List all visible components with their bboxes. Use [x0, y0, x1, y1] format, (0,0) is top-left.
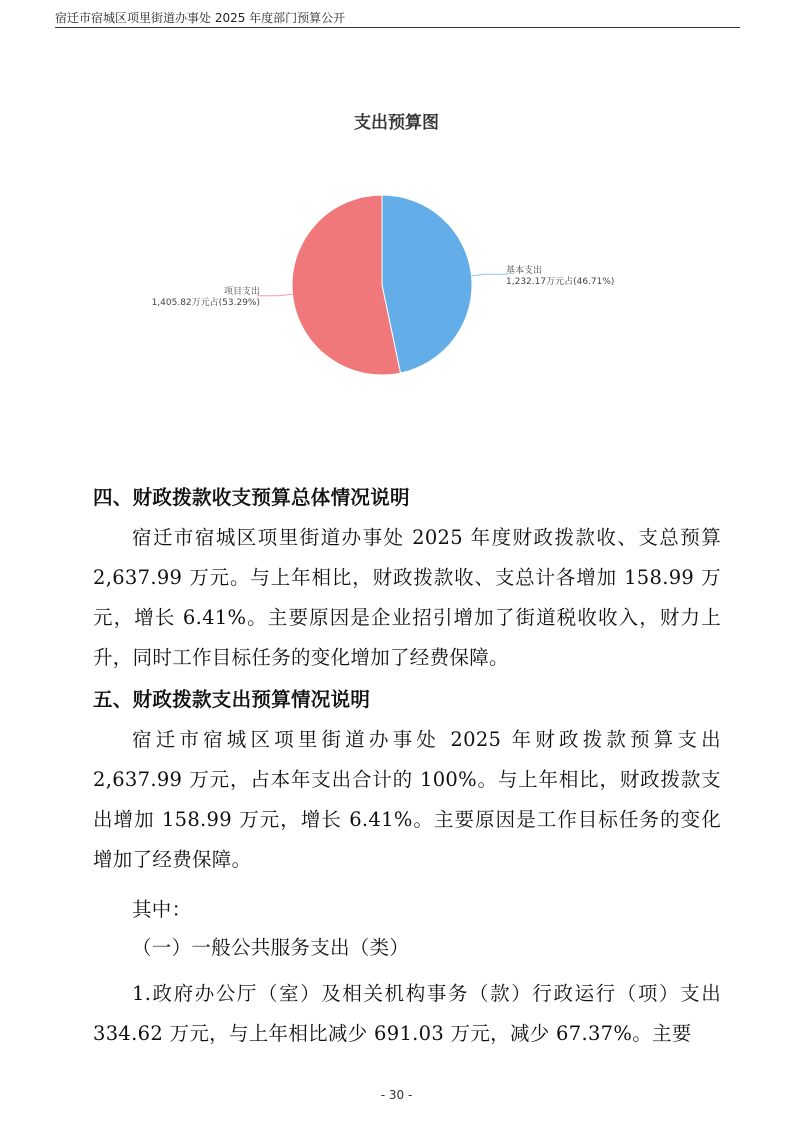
slice-label-project-value: 1,405.82万元占(53.29%) — [151, 298, 260, 308]
pie-chart — [0, 150, 793, 390]
slice-label-basic-value: 1,232.17万元占(46.71%) — [506, 277, 615, 287]
section-5-body: 宿迁市宿城区项里街道办事处 2025 年财政拨款预算支出 2,637.99 万元，占本年支出合计的 100%。与上年相比，财政拨款支出增加 158.99 万元，增长 6.41%。主要原因是工作目标任务的变化增加了经费保障。 — [93, 728, 721, 871]
category-heading: （一）一般公共服务支出（类） — [132, 936, 410, 959]
slice-label-basic-name: 基本支出 — [506, 266, 543, 276]
leader-line-project — [257, 294, 293, 295]
pie-slice-basic-expenditure — [382, 195, 472, 373]
page-header: 宿迁市宿城区项里街道办事处 2025 年度部门预算公开 — [55, 11, 346, 25]
page-number: - 30 - — [380, 1088, 413, 1102]
header-divider — [55, 27, 740, 28]
section-4-heading: 四、财政拨款收支预算总体情况说明 — [93, 486, 410, 509]
among-text: 其中： — [132, 898, 192, 921]
section-4-body: 宿迁市宿城区项里街道办事处 2025 年度财政拨款收、支总预算 2,637.99 万元。与上年相比，财政拨款收、支总计各增加 158.99 万元，增长 6.41%。主要原因是企业招引增加了街道税收收入，财力上升，同时工作目标任务的变化增加了经费保障。 — [93, 526, 721, 669]
section-5-heading: 五、财政拨款支出预算情况说明 — [93, 688, 371, 711]
leader-line-basic — [472, 274, 508, 275]
slice-label-project-name: 项目支出 — [223, 287, 260, 297]
chart-title: 支出预算图 — [354, 113, 439, 133]
item-1-text: 1.政府办公厅（室）及相关机构事务（款）行政运行（项）支出 334.62 万元，与上年相比减少 691.03 万元，减少 67.37%。主要 — [93, 982, 721, 1045]
